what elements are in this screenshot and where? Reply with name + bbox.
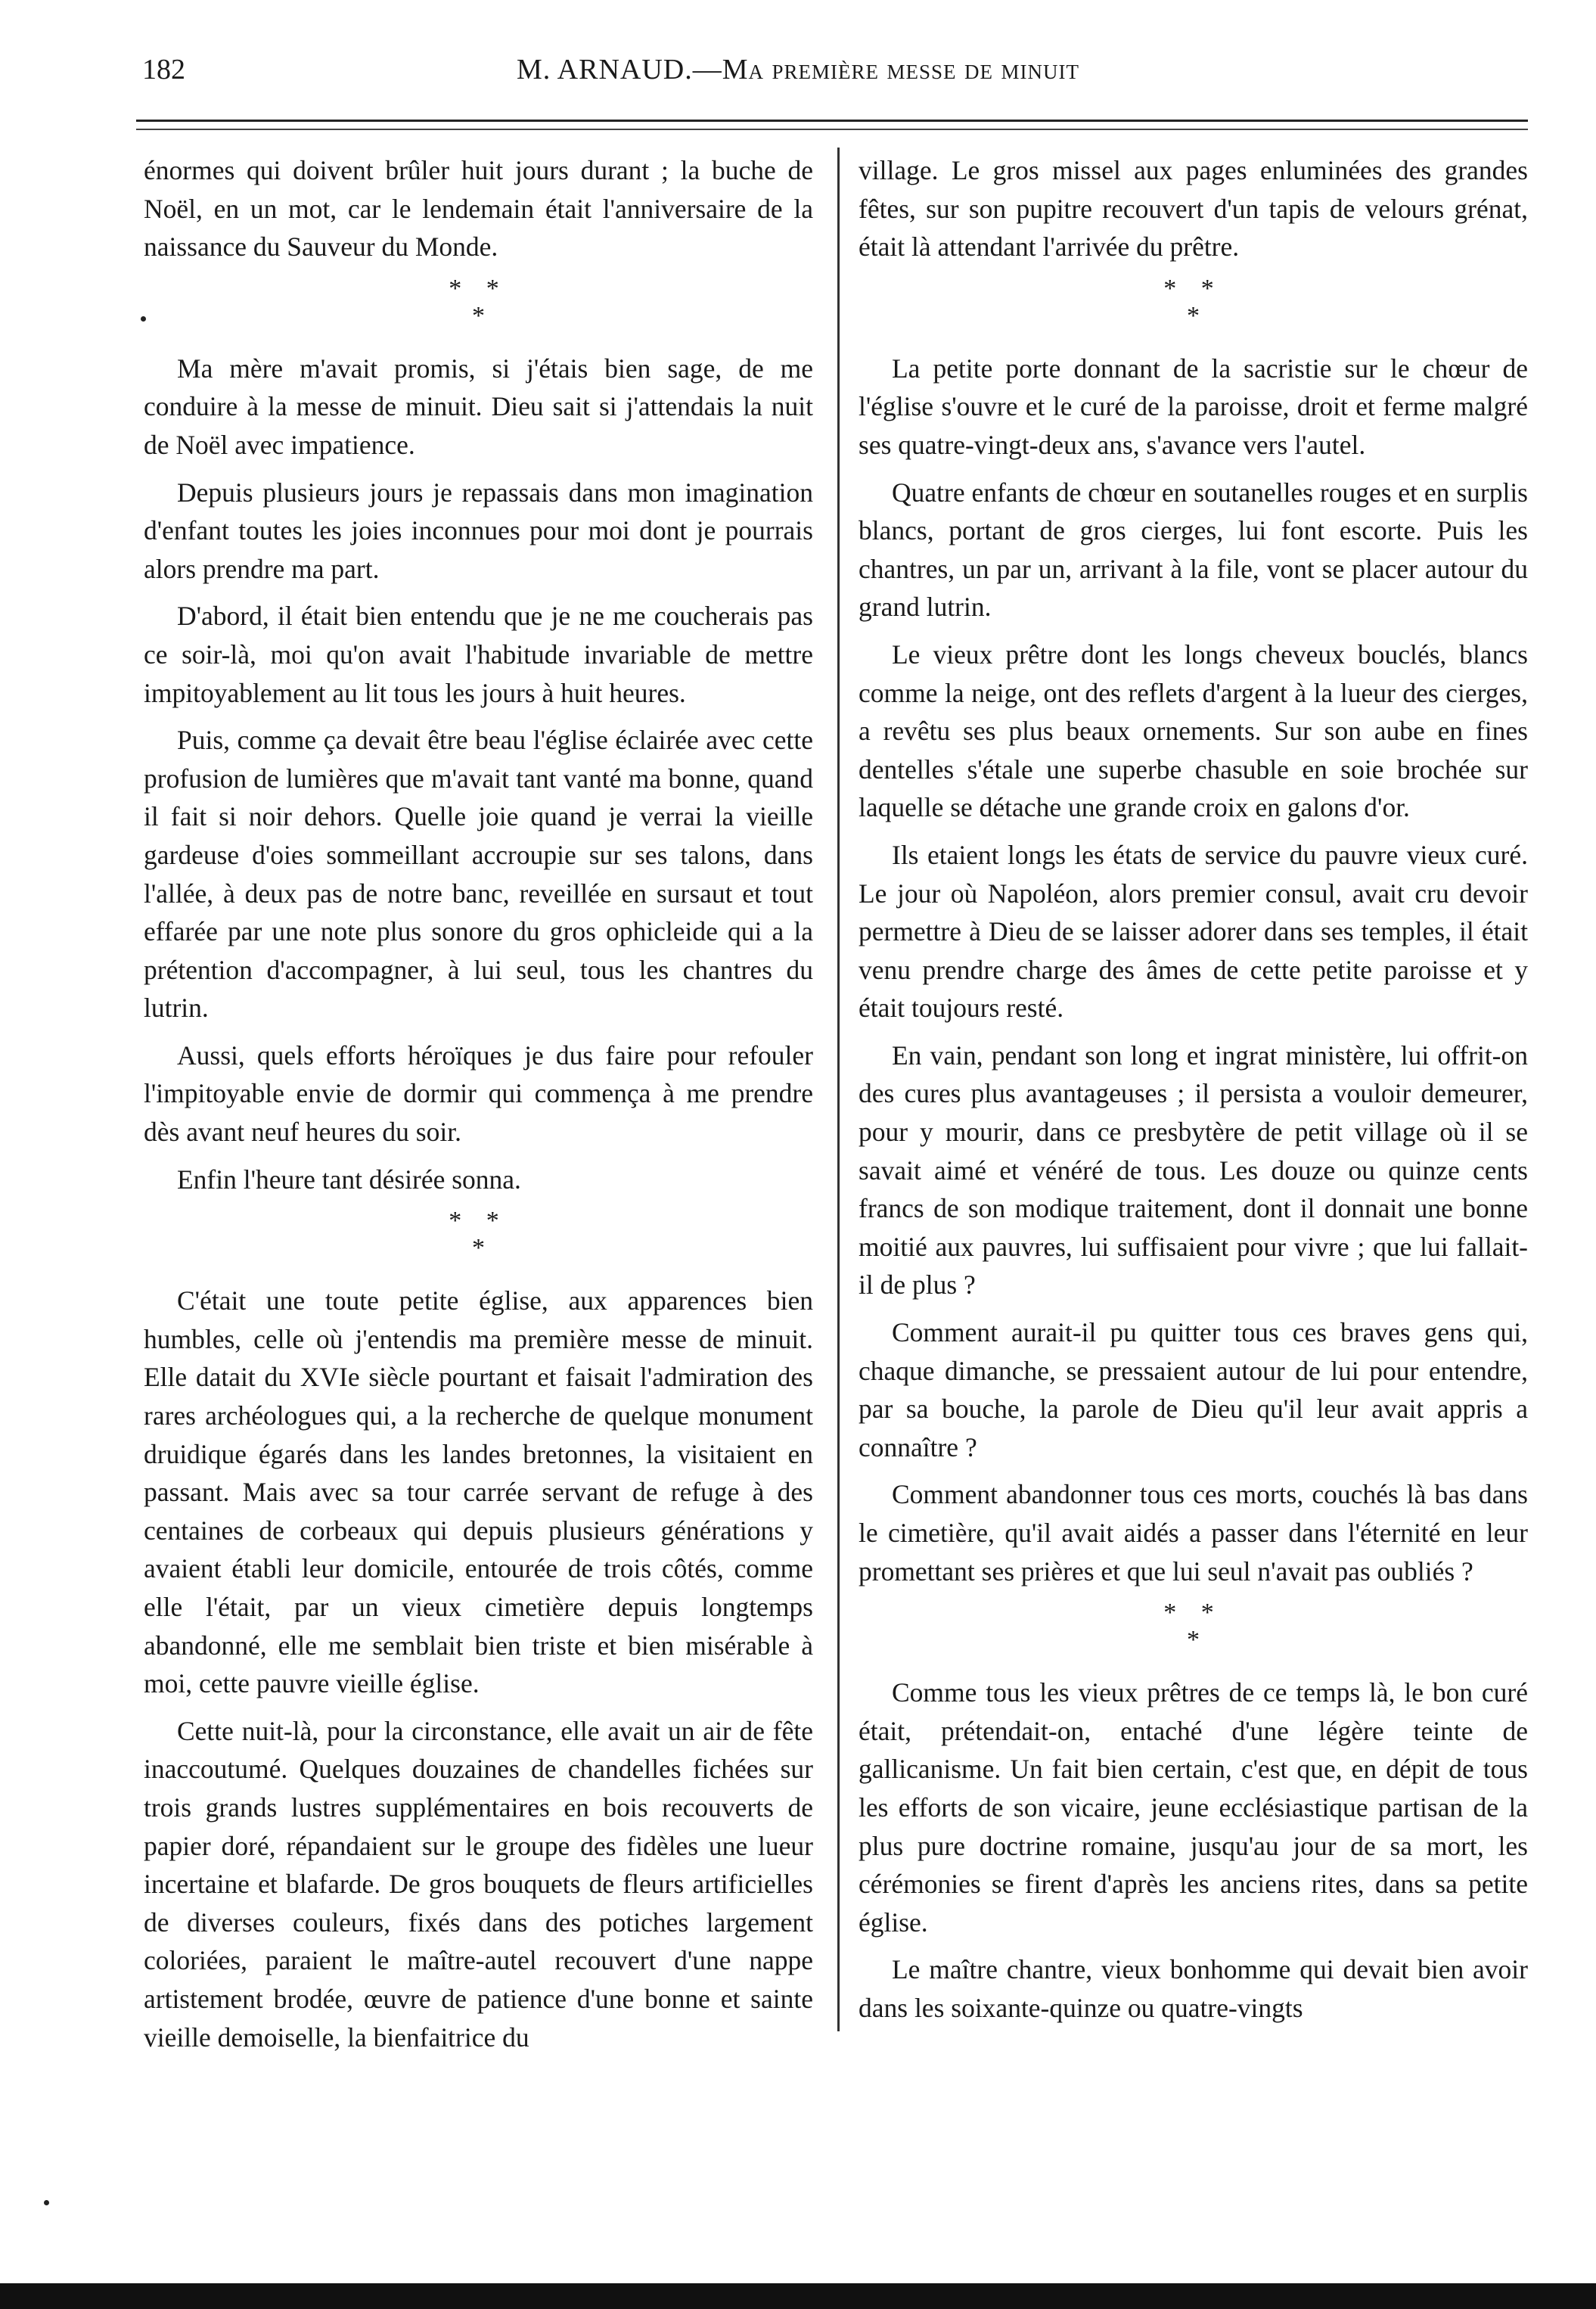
paragraph: Depuis plusieurs jours je repassais dans mon imagination d'enfant toutes les joies inconnues pour moi dont je pourrais alors prendre ma part. [144, 477, 813, 584]
paragraph: Comment abandonner tous ces morts, couchés là bas dans le cimetière, qu'il avait aidés a passer dans l'éternité en leur promettant ses prières et que lui seul n'avait pas oubliés ? [859, 1479, 1528, 1586]
paragraph: énormes qui doivent brûler huit jours durant ; la buche de Noël, en un mot, car le lendemain était l'anniversaire de la naissance du Sauveur du Monde. [144, 155, 813, 263]
paragraph: En vain, pendant son long et ingrat ministère, lui offrit-on des cures plus avantageuses ; il persista a vouloir demeurer, pour y mourir, dans ce presbytère de petit village où il se savait aimé et vénéré de tous. Les douze ou quinze cents francs de son modique traitement, dont il donnait une bonne moitié aux pauvres, lui suffisaient pour vivre ; que lui fallait-il de plus ? [859, 1040, 1528, 1301]
asterism-top: * * [1163, 274, 1223, 303]
asterism-separator [144, 266, 813, 350]
running-title-author: M. ARNAUD.— [516, 54, 722, 85]
running-title [0, 53, 1596, 86]
paragraph: La petite porte donnant de la sacristie sur le chœur de l'église s'ouvre et le curé de la paroisse, droit et ferme malgré ses quatre-vingt-deux ans, s'avance vers l'autel. [859, 353, 1528, 460]
paragraph: C'était une toute petite église, aux apparences bien humbles, celle où j'entendis ma première messe de minuit. Elle datait du XVIe siècle pourtant et faisait l'admiration des rares archéologues qui, a la recherche de quelque monument druidique égarés dans les landes bretonnes, la visitaient en passant. Mais avec sa tour carrée servant de refuge à des centaines de corbeaux qui depuis plusieurs générations y avaient établi leur domicile, entourée de trois côtés, comme elle l'était, par un vieux cimetière depuis longtemps abandonné, elle me semblait bien triste et bien misérable à moi, cette pauvre vieille église. [144, 1285, 813, 1699]
paragraph: Ils etaient longs les états de service du pauvre vieux curé. Le jour où Napoléon, alors premier consul, avait cru devoir permettre à Dieu de se laisser adorer dans ses temples, il était venu prendre charge des âmes de cette petite paroisse et y était toujours resté. [859, 839, 1528, 1024]
running-title-rest: Ma première messe de minuit [722, 54, 1080, 85]
page-header [0, 53, 1596, 98]
paragraph: Enfin l'heure tant désirée sonna. [177, 1164, 521, 1195]
asterism-top: * * [449, 1207, 508, 1235]
asterism-separator [859, 1590, 1528, 1673]
asterism-top: * * [449, 274, 508, 303]
paragraph: Aussi, quels efforts héroïques je dus faire pour refouler l'impitoyable envie de dormir qui commença à me prendre dès avant neuf heures du soir. [144, 1040, 813, 1148]
header-rule-top [136, 120, 1528, 122]
paragraph: Comment aurait-il pu quitter tous ces braves gens qui, chaque dimanche, se pressaient autour de lui pour entendre, par sa bouche, la parole de Dieu qu'il leur avait appris a connaître ? [859, 1317, 1528, 1462]
page-number: 182 [142, 54, 185, 85]
asterism-bottom: * [472, 1234, 485, 1263]
scan-speck [44, 2200, 49, 2205]
asterism-bottom: * [1187, 301, 1200, 330]
asterism-top: * * [1163, 1599, 1223, 1627]
paragraph: Ma mère m'avait promis, si j'étais bien sage, de me conduire à la messe de minuit. Dieu sait si j'attendais la nuit de Noël avec impatience. [144, 353, 813, 460]
paragraph: Le maître chantre, vieux bonhomme qui devait bien avoir dans les soixante-quinze ou quatre-vingts [859, 1954, 1528, 2023]
asterism-bottom: * [472, 301, 485, 330]
scan-bottom-edge [0, 2283, 1596, 2309]
paragraph: D'abord, il était bien entendu que je ne me coucherais pas ce soir-là, moi qu'on avait l'habitude invariable de mettre impitoyablement au lit tous les jours à huit heures. [144, 601, 813, 708]
left-column [144, 151, 813, 2056]
asterism-bottom: * [1187, 1626, 1200, 1655]
header-rule-bottom [136, 129, 1528, 130]
right-column [859, 151, 1528, 2028]
paragraph: Cette nuit-là, pour la circonstance, elle avait un air de fête inaccoutumé. Quelques douzaines de chandelles fichées sur trois grands lustres supplémentaires en bois recouverts de papier doré, répandaient sur le groupe des fidèles une lueur incertaine et blafarde. De gros bouquets de fleurs artificielles de diverses couleurs, fixés dans des potiches largement coloriées, paraient le maître-autel recouvert d'une nappe artistement brodée, œuvre de patience d'une bonne et sainte vieille demoiselle, la bienfaitrice du [144, 1715, 813, 2053]
asterism-separator [144, 1198, 813, 1282]
paragraph: village. Le gros missel aux pages enluminées des grandes fêtes, sur son pupitre recouvert d'un tapis de velours grénat, était là attendant l'arrivée du prêtre. [859, 155, 1528, 263]
paragraph: Puis, comme ça devait être beau l'église éclairée avec cette profusion de lumières que m'avait tant vanté ma bonne, quand il fait si noir dehors. Quelle joie quand je verrai la vieille gardeuse d'oies sommeillant accroupie sur ses talons, dans l'allée, à deux pas de notre banc, reveillée en sursaut et tout effarée par une note plus sonore du gros ophicleide qui a la prétention d'accompagner, à lui seul, tous les chantres du lutrin. [144, 725, 813, 1024]
paragraph: Quatre enfants de chœur en soutanelles rouges et en surplis blancs, portant de gros cierges, lui font escorte. Puis les chantres, un par un, arrivant à la file, vont se placer autour du grand lutrin. [859, 477, 1528, 623]
paragraph: Comme tous les vieux prêtres de ce temps là, le bon curé était, prétendait-on, entaché d'une légère teinte de gallicanisme. Un fait bien certain, c'est que, en dépit de tous les efforts de son vicaire, jeune ecclésiastique partisan de la plus pure doctrine romaine, jusqu'au jour de sa mort, les cérémonies se firent d'après les anciens rites, dans sa petite église. [859, 1677, 1528, 1938]
scan-speck [141, 316, 146, 322]
column-divider [837, 148, 840, 2031]
asterism-separator [859, 266, 1528, 350]
paragraph: Le vieux prêtre dont les longs cheveux bouclés, blancs comme la neige, ont des reflets d'argent à la lueur des cierges, a revêtu ses plus beaux ornements. Sur son aube en fines dentelles s'étale une superbe chasuble en soie brochée sur laquelle se détache une grande croix en galons d'or. [859, 639, 1528, 823]
